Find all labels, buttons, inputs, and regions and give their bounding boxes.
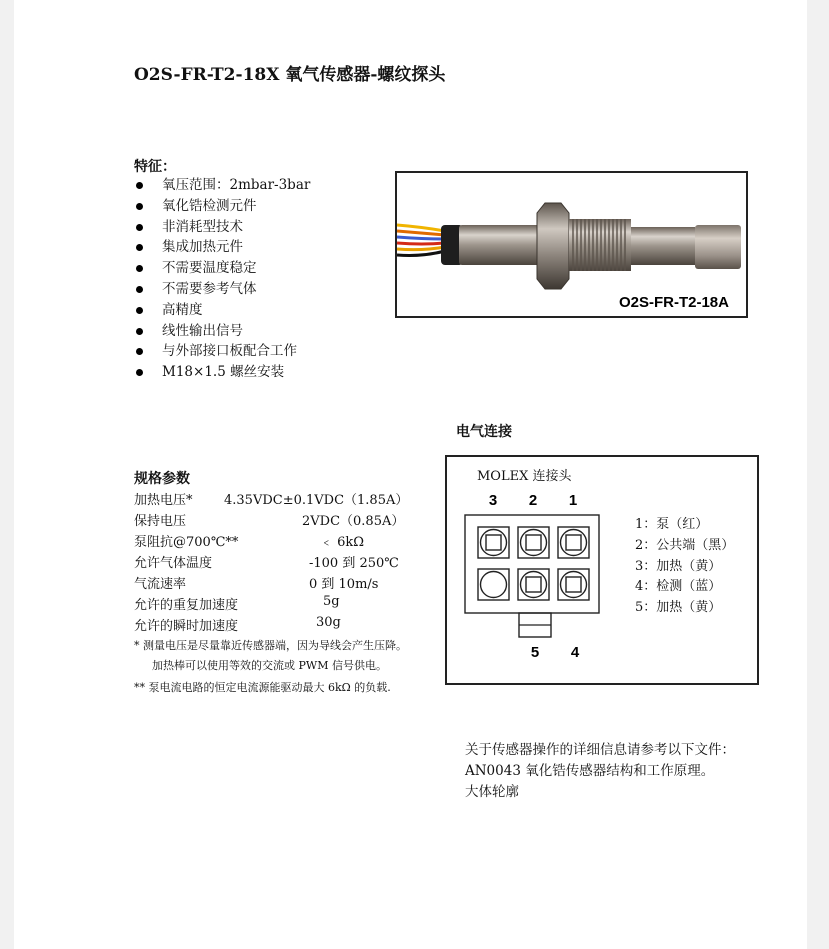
feature-item: M18×1.5 螺丝安装	[134, 362, 310, 383]
spec-label: 允许的重复加速度	[134, 598, 239, 613]
spec-value: 0 到 10m/s	[309, 577, 379, 592]
spec-value: 4.35VDC±0.1VDC（1.85A）	[224, 493, 409, 508]
pin-number: 5	[530, 644, 540, 661]
spec-note: * 测量电压是尽量靠近传感器端，因为导线会产生压降。	[134, 639, 407, 652]
features-list	[134, 175, 310, 383]
connector-diagram	[445, 455, 759, 685]
spec-label: 保持电压	[134, 514, 187, 529]
specs-heading: 规格参数	[134, 471, 190, 487]
feature-item: 非消耗型技术	[134, 217, 310, 238]
pin-map-item: 2：公共端（黑）	[635, 537, 735, 553]
spec-label: 加热电压*	[134, 493, 193, 508]
spec-label: 气流速率	[134, 577, 187, 592]
spec-label: 允许气体温度	[134, 556, 213, 571]
pin-number: 4	[570, 644, 580, 661]
sensor-illustration	[397, 173, 746, 316]
electrical-heading: 电气连接	[456, 424, 512, 440]
sensor-photo	[395, 171, 748, 318]
pin-number: 3	[488, 492, 498, 509]
connector-title: MOLEX 连接头	[477, 469, 572, 484]
feature-item: 不需要参考气体	[134, 279, 310, 300]
pin-number: 1	[568, 492, 578, 509]
spec-note: ** 泵电流电路的恒定电流源能驱动最大 6kΩ 的负载.	[134, 681, 391, 694]
spec-value: 5g	[323, 594, 340, 609]
feature-item: 高精度	[134, 300, 310, 321]
spec-label: 允许的瞬时加速度	[134, 619, 239, 634]
reference-item: 大体轮廓	[465, 784, 519, 800]
document-page	[14, 0, 807, 949]
pin-map-item: 1：泵（红）	[635, 517, 709, 532]
pin-number: 2	[528, 492, 538, 509]
spec-value: -100 到 250℃	[309, 556, 399, 571]
spec-value: 30g	[316, 615, 341, 630]
pin-map-item: 5：加热（黄）	[635, 600, 722, 616]
spec-value: 2VDC（0.85A）	[302, 514, 405, 529]
feature-item: 线性输出信号	[134, 321, 310, 342]
sensor-photo-label: O2S-FR-T2-18A	[618, 294, 729, 311]
pin-map	[635, 515, 734, 619]
feature-item: 集成加热元件	[134, 237, 310, 258]
reference-intro: 关于传感器操作的详细信息请参考以下文件：	[465, 742, 735, 758]
features-heading: 特征：	[134, 159, 176, 175]
spec-note: 加热棒可以使用等效的交流或 PWM 信号供电。	[152, 659, 387, 672]
feature-item: 不需要温度稳定	[134, 258, 310, 279]
feature-item: 氧压范围：2mbar-3bar	[134, 175, 310, 196]
pin-map-item: 4：检测（蓝）	[635, 579, 722, 595]
connector-drawing	[453, 485, 633, 685]
spec-label: 泵阻抗@700℃**	[134, 535, 239, 550]
feature-item: 与外部接口板配合工作	[134, 341, 310, 362]
spec-value: ﹤ 6kΩ	[320, 535, 365, 550]
feature-item: 氧化锆检测元件	[134, 196, 310, 217]
pin-map-item: 3：加热（黄）	[635, 558, 722, 574]
page-title: O2S-FR-T2-18X 氧气传感器-螺纹探头	[134, 65, 446, 85]
reference-item: AN0043 氧化锆传感器结构和工作原理。	[465, 763, 715, 779]
